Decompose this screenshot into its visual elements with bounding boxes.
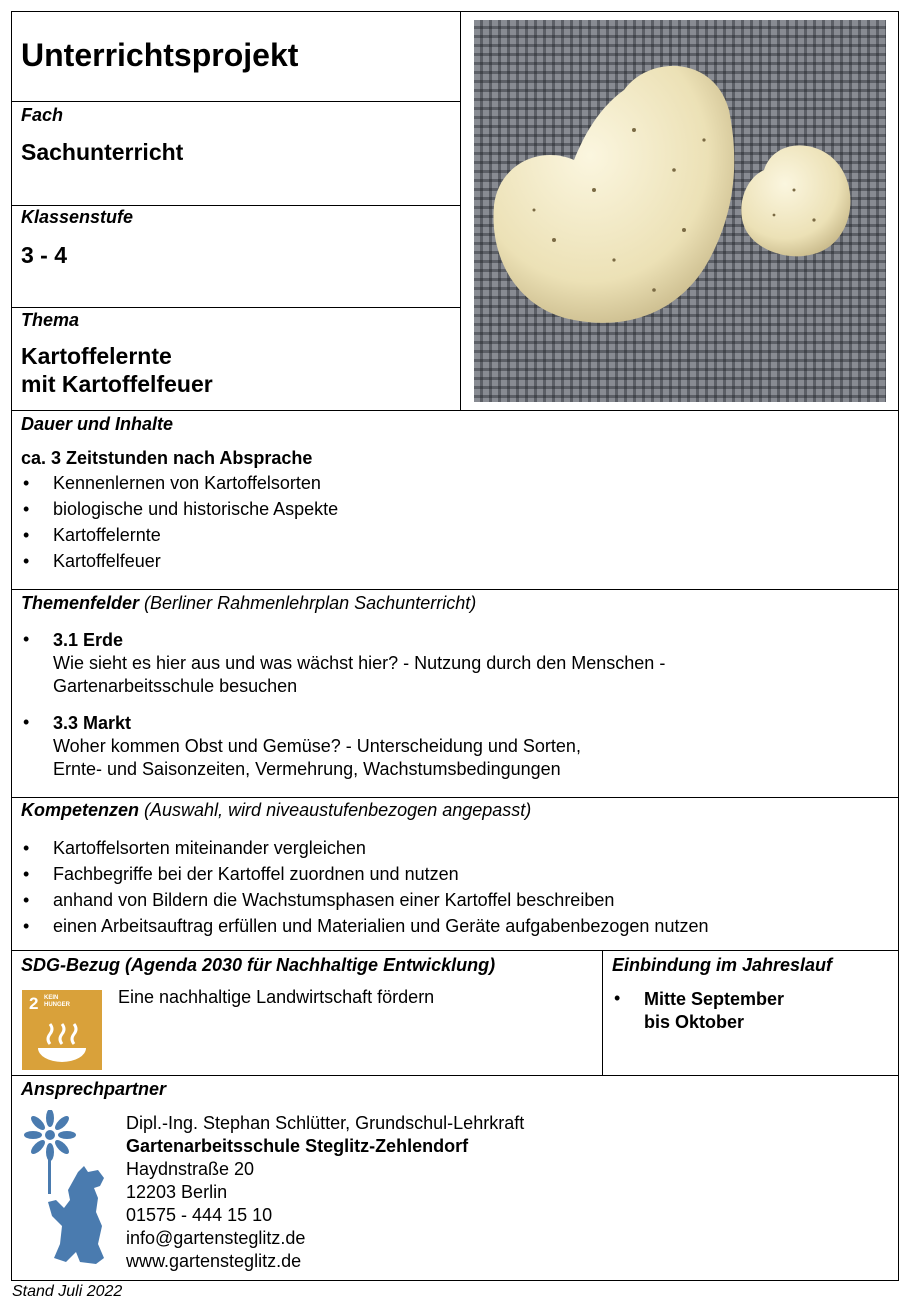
themenfelder-label-main: Themenfelder xyxy=(21,593,140,613)
rule-7 xyxy=(11,950,899,951)
bullet: • xyxy=(23,629,30,649)
sdg-goal-name-1: KEIN xyxy=(44,995,59,1001)
rule-2 xyxy=(11,205,460,206)
stand-date: Stand Juli 2022 xyxy=(12,1283,123,1300)
sdg-label: SDG-Bezug (Agenda 2030 für Nachhaltige Entwicklung) xyxy=(21,955,496,975)
rule-8 xyxy=(11,1075,899,1076)
jahreslauf-item xyxy=(612,988,892,1034)
contact-label: Ansprechpartner xyxy=(21,1079,167,1099)
thema-value-line2: mit Kartoffelfeuer xyxy=(21,371,213,397)
contact-name: Dipl.-Ing. Stephan Schlütter, Grundschul-Lehrkraft xyxy=(126,1113,525,1133)
fach-label: Fach xyxy=(21,105,64,125)
dauer-label: Dauer und Inhalte xyxy=(21,414,174,434)
sdg-goal-number: 2 xyxy=(29,994,39,1013)
fach-value: Sachunterricht xyxy=(21,139,184,165)
thema-value-line1: Kartoffelernte xyxy=(21,343,172,369)
potato-photo xyxy=(474,20,886,402)
themenfelder-label-suffix: (Berliner Rahmenlehrplan Sachunterricht) xyxy=(144,593,477,613)
rule-4 xyxy=(11,410,899,411)
bullet: • xyxy=(23,712,30,732)
themenfeld-item-2 xyxy=(21,712,881,781)
rule-3 xyxy=(11,307,460,308)
rule-5 xyxy=(11,589,899,590)
bowl-icon xyxy=(36,1020,88,1064)
klasse-label: Klassenstufe xyxy=(21,207,134,227)
contact-email: info@gartensteglitz.de xyxy=(126,1228,306,1248)
rule-1 xyxy=(11,101,460,102)
contact-city: 12203 Berlin xyxy=(126,1182,228,1202)
page-title: Unterrichtsprojekt xyxy=(21,37,299,73)
kompetenzen-label xyxy=(21,800,531,821)
list-item: • Fachbegriffe bei der Kartoffel zuordnen und nutzen xyxy=(21,861,891,887)
header-divider-vertical xyxy=(460,11,461,410)
dauer-subheading: ca. 3 Zeitstunden nach Absprache xyxy=(21,448,313,468)
list-item: • Kennenlernen von Kartoffelsorten xyxy=(21,470,881,496)
sdg-goal-name-2: HUNGER xyxy=(44,1002,71,1008)
contact-school: Gartenarbeitsschule Steglitz-Zehlendorf xyxy=(126,1136,469,1156)
rule-6 xyxy=(11,797,899,798)
klasse-value: 3 - 4 xyxy=(21,242,68,268)
sdg-text: Eine nachhaltige Landwirtschaft fördern xyxy=(118,987,435,1007)
kompetenzen-label-main: Kompetenzen xyxy=(21,800,140,820)
themenfeld-item-1 xyxy=(21,629,881,698)
themenfeld-title: 3.3 Markt xyxy=(53,713,132,733)
themenfeld-line: Woher kommen Obst und Gemüse? - Unterscheidung und Sorten, xyxy=(53,736,581,756)
list-item: • Kartoffelfeuer xyxy=(21,548,881,574)
sdg-goal-tile xyxy=(22,990,102,1070)
themenfeld-line: Wie sieht es hier aus und was wächst hier? - Nutzung durch den Menschen - xyxy=(53,653,666,673)
sdg-divider-vertical xyxy=(602,950,603,1075)
kompetenzen-label-suffix: (Auswahl, wird niveaustufenbezogen angepasst) xyxy=(144,800,532,820)
kompetenzen-list xyxy=(21,835,891,939)
thema-label: Thema xyxy=(21,310,80,330)
list-item: • Kartoffelernte xyxy=(21,522,881,548)
themenfeld-line: Ernte- und Saisonzeiten, Vermehrung, Wachstumsbedingungen xyxy=(53,759,561,779)
bullet: • xyxy=(614,988,621,1008)
themenfeld-line: Gartenarbeitsschule besuchen xyxy=(53,676,298,696)
berlin-bear-flower-logo xyxy=(20,1110,118,1270)
themenfeld-title: 3.1 Erde xyxy=(53,630,124,650)
list-item: • einen Arbeitsauftrag erfüllen und Materialien und Geräte aufgabenbezogen nutzen xyxy=(21,913,891,939)
jahreslauf-label: Einbindung im Jahreslauf xyxy=(612,955,833,975)
list-item: • biologische und historische Aspekte xyxy=(21,496,881,522)
list-item: • Kartoffelsorten miteinander vergleichen xyxy=(21,835,891,861)
dauer-list xyxy=(21,470,881,574)
jahreslauf-line2: bis Oktober xyxy=(644,1012,745,1032)
jahreslauf-line1: Mitte September xyxy=(644,989,785,1009)
list-item: • anhand von Bildern die Wachstumsphasen einer Kartoffel beschreiben xyxy=(21,887,891,913)
contact-web: www.gartensteglitz.de xyxy=(126,1251,302,1271)
themenfelder-label xyxy=(21,593,476,614)
contact-street: Haydnstraße 20 xyxy=(126,1159,255,1179)
contact-phone: 01575 - 444 15 10 xyxy=(126,1205,273,1225)
